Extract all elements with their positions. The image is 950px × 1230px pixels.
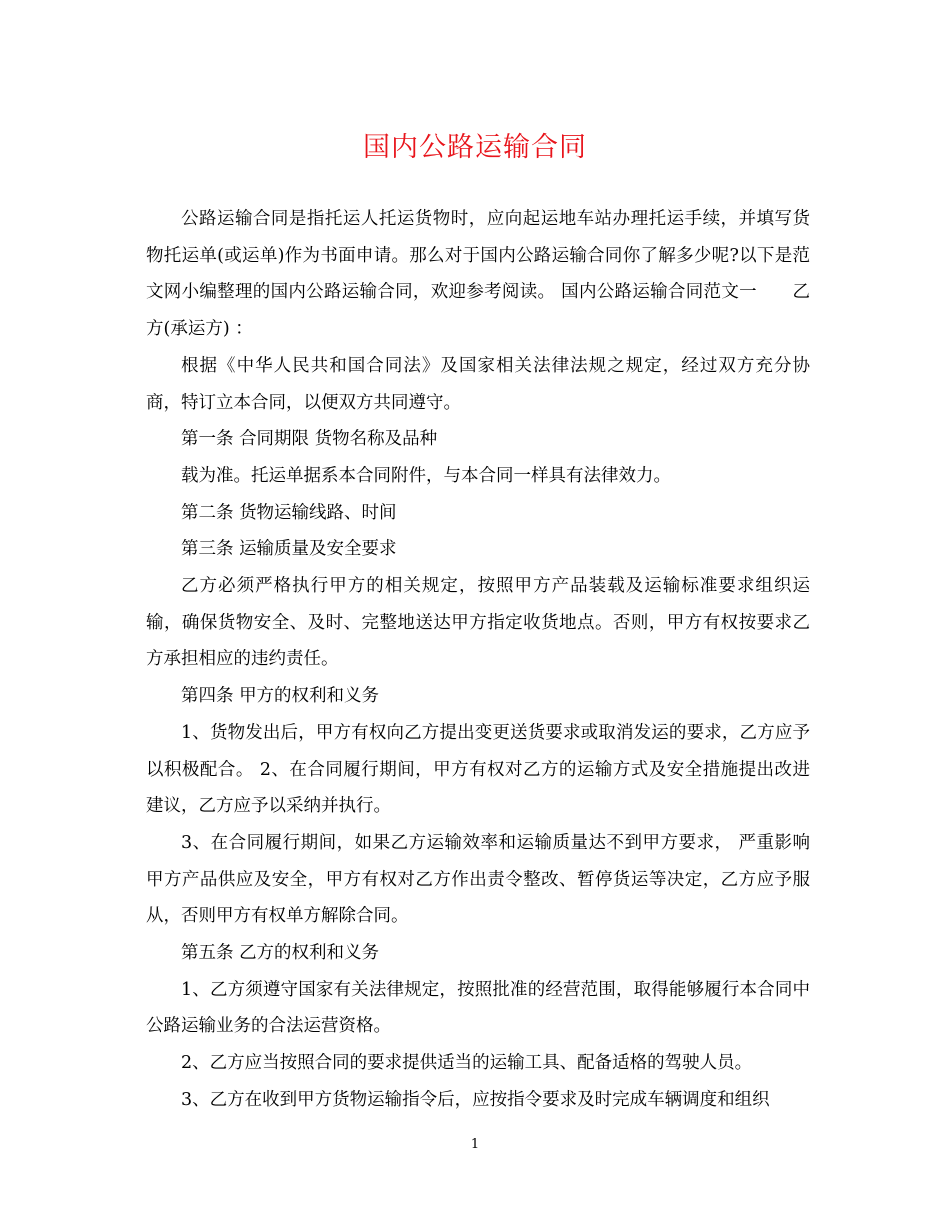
paragraph-article-1: 载为准。托运单据系本合同附件，与本合同一样具有法律效力。 [181, 465, 671, 486]
paragraph-article-5-item-1: 1、乙方须遵守国家有关法律规定，按照批准的经营范围，取得能够履行本合同中公路运输业务的合法运营资格。 [146, 979, 810, 1037]
article-4-heading: 第四条 甲方的权利和义务 [181, 686, 380, 707]
paragraph-basis: 根据《中华人民共和国合同法》及国家相关法律法规之规定，经过双方充分协商，特订立本合同，以便双方共同遵守。 [146, 355, 810, 413]
article-2-heading: 第二条 货物运输线路、时间 [181, 502, 397, 523]
article-1-heading: 第一条 合同期限 货物名称及品种 [181, 429, 438, 450]
paragraph-article-4-item-3: 3、在合同履行期间，如果乙方运输效率和运输质量达不到甲方要求， 严重影响甲方产品供应及安全，甲方有权对乙方作出责令整改、暂停货运等决定，乙方应予服从，否则甲方有权单方解除合同。 [146, 832, 810, 927]
paragraph-article-3: 乙方必须严格执行甲方的相关规定，按照甲方产品装载及运输标准要求组织运输，确保货物安全、及时、完整地送达甲方指定收货地点。否则，甲方有权按要求乙方承担相应的违约责任。 [146, 576, 810, 670]
article-5-heading: 第五条 乙方的权利和义务 [181, 943, 380, 964]
document-body [146, 201, 810, 1119]
paragraph-article-5-item-2: 2、乙方应当按照合同的要求提供适当的运输工具、配备适格的驾驶人员。 [181, 1053, 753, 1074]
document-title: 国内公路运输合同 [363, 132, 587, 163]
paragraph-intro: 公路运输合同是指托运人托运货物时，应向起运地车站办理托运手续，并填写货物托运单(或运单)作为书面申请。那么对于国内公路运输合同你了解多少呢?以下是范文网小编整理的国内公路运输合同，欢迎参考阅读。 国内公路运输合同范文一 乙方(承运方) ： [146, 209, 810, 340]
page-number: 1 [470, 1137, 480, 1152]
article-3-heading: 第三条 运输质量及安全要求 [181, 539, 397, 560]
paragraph-article-4-items-1-2: 1、货物发出后，甲方有权向乙方提出变更送货要求或取消发运的要求，乙方应予以积极配合。 2、在合同履行期间，甲方有权对乙方的运输方式及安全措施提出改进建议，乙方应予以采纳并执行。 [146, 722, 810, 817]
paragraph-article-5-item-3: 3、乙方在收到甲方货物运输指令后，应按指令要求及时完成车辆调度和组织 [181, 1089, 770, 1110]
